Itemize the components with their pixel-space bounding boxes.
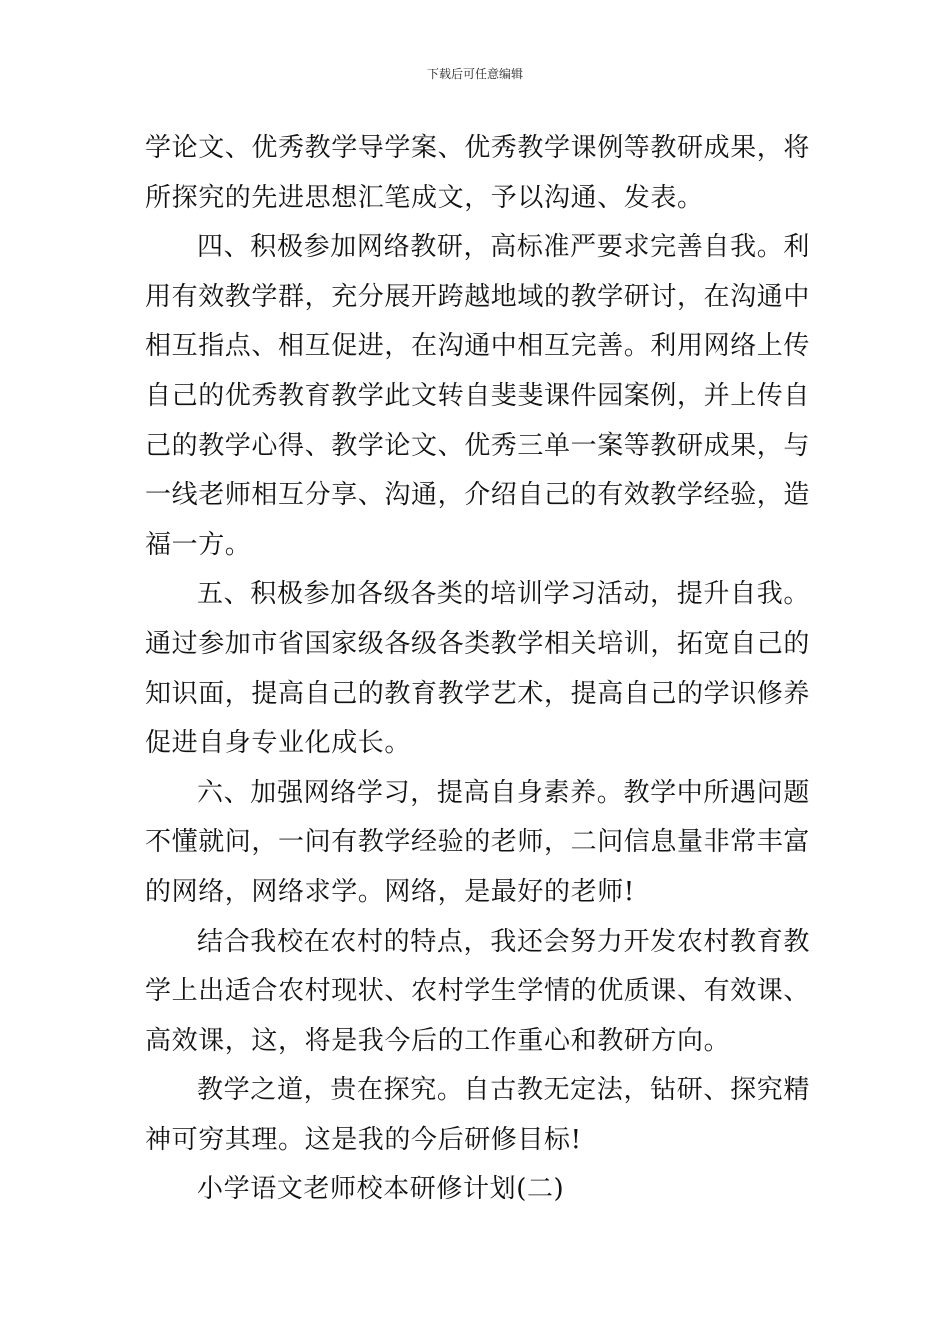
page-header: 下载后可任意编辑	[426, 67, 523, 81]
paragraph-5: 结合我校在农村的特点，我还会努力开发农村教育教学上出适合农村现状、农村学生学情的优质课、有效课、高效课，这，将是我今后的工作重心和教研方向。	[145, 926, 811, 1056]
document-body	[145, 124, 810, 1215]
paragraph-6: 教学之道，贵在探究。自古教无定法，钻研、探究精神可穷其理。这是我的今后研修目标!	[145, 1075, 810, 1155]
section-title: 小学语文老师校本研修计划(二)	[197, 1174, 565, 1205]
paragraph-3: 五、积极参加各级各类的培训学习活动，提升自我。通过参加市省国家级各级各类教学相关培训，拓宽自己的知识面，提高自己的教育教学艺术，提高自己的学识修养促进自身专业化成长。	[145, 579, 811, 759]
paragraph-2: 四、积极参加网络教研，高标准严要求完善自我。利用有效教学群，充分展开跨越地域的教学研讨，在沟通中相互指点、相互促进，在沟通中相互完善。利用网络上传自己的优秀教育教学此文转自斐斐课件园案例，并上传自己的教学心得、教学论文、优秀三单一案等教研成果，与一线老师相互分享、沟通，介绍自己的有效教学经验，造福一方。	[145, 232, 811, 560]
paragraph-4: 六、加强网络学习，提高自身素养。教学中所遇问题不懂就问，一问有教学经验的老师，二问信息量非常丰富的网络，网络求学。网络，是最好的老师!	[145, 777, 811, 907]
paragraph-1: 学论文、优秀教学导学案、优秀教学课例等教研成果，将所探究的先进思想汇笔成文，予以沟通、发表。	[145, 133, 811, 213]
